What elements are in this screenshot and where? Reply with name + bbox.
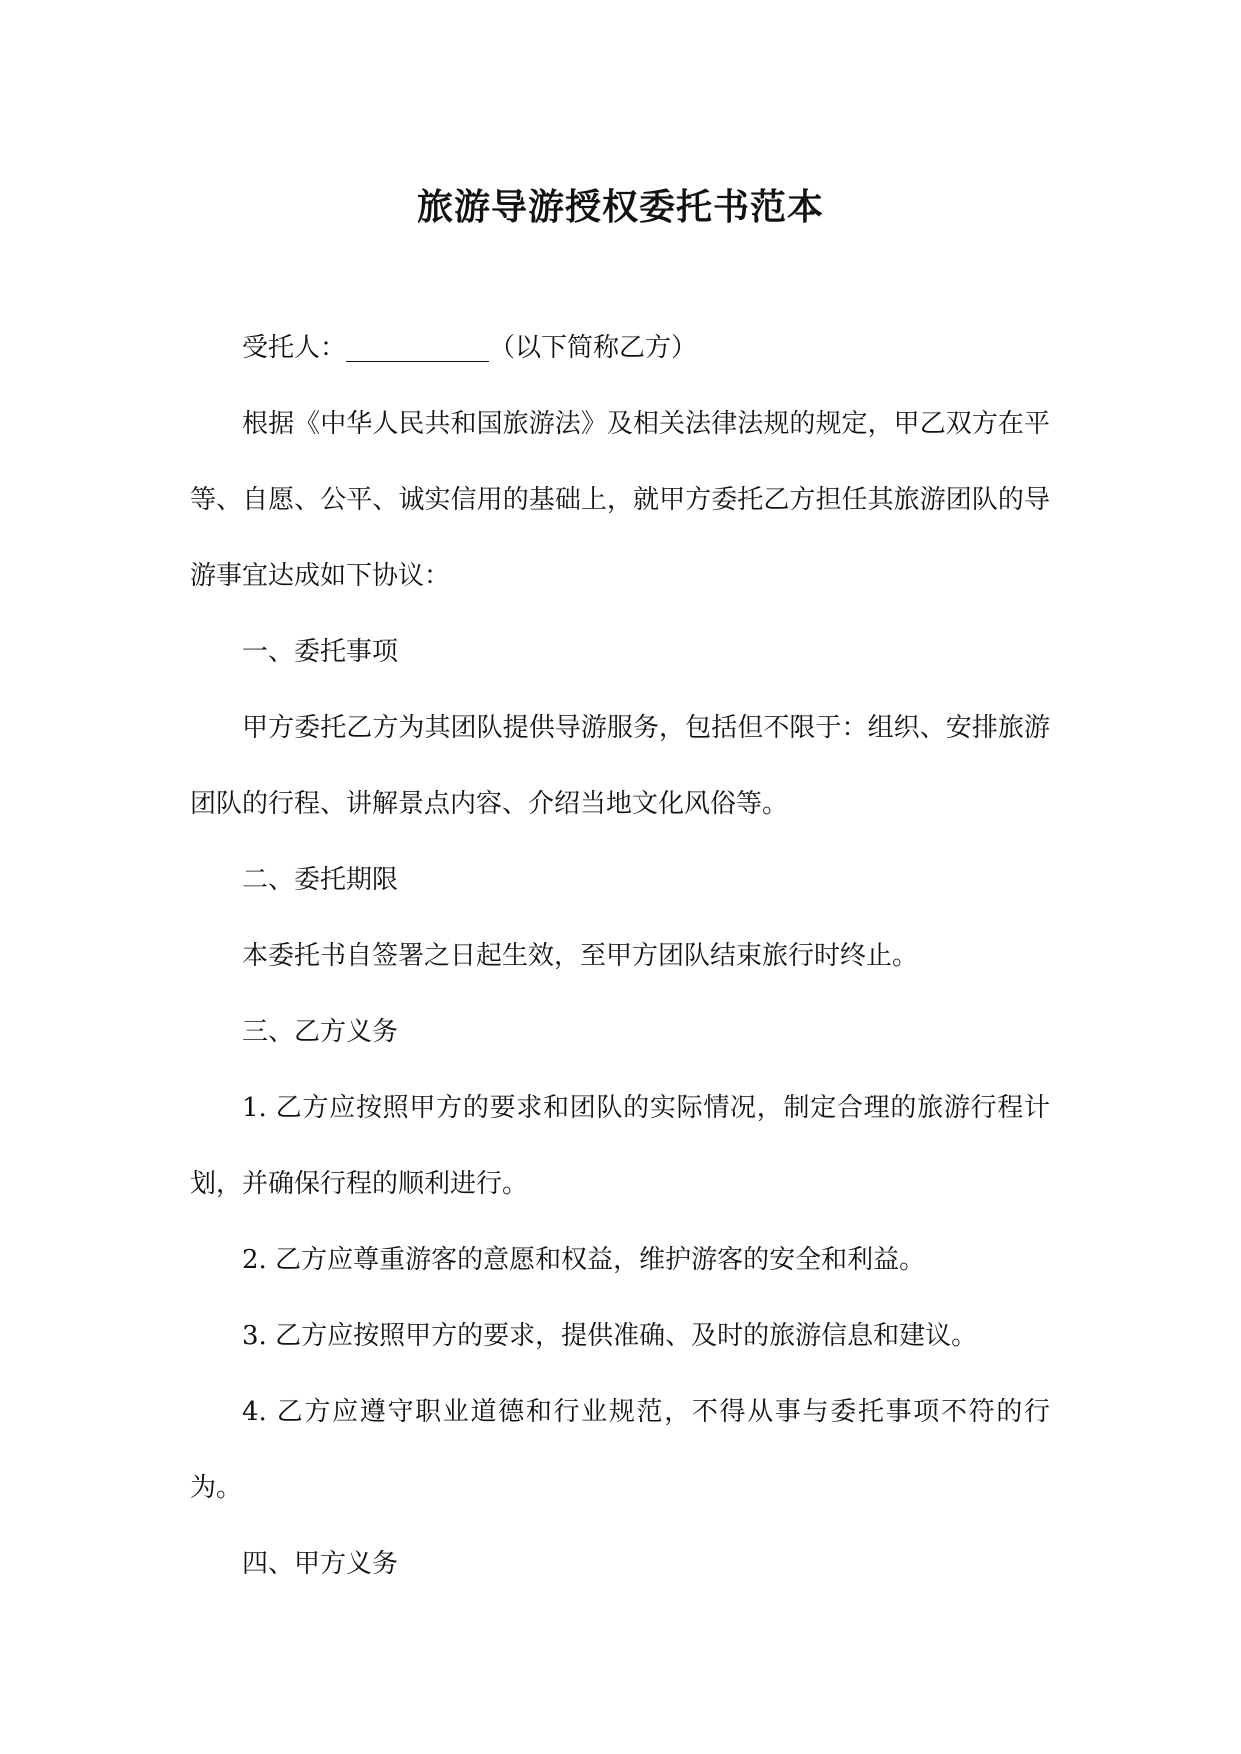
section-heading-2: 二、委托期限	[242, 865, 399, 895]
paragraph-section-2: 本委托书自签署之日起生效，至甲方团队结束旅行时终止。	[242, 941, 919, 971]
paragraph-section-1: 甲方委托乙方为其团队提供导游服务，包括但不限于：组织、安排旅游团队的行程、讲解景点内容、介绍当地文化风俗等。	[190, 713, 1050, 819]
section-heading-3: 三、乙方义务	[242, 1017, 399, 1047]
paragraph-trustee: 受托人：___________（以下简称乙方）	[242, 333, 698, 363]
paragraph-preamble: 根据《中华人民共和国旅游法》及相关法律法规的规定，甲乙双方在平等、自愿、公平、诚实信用的基础上，就甲方委托乙方担任其旅游团队的导游事宜达成如下协议：	[190, 409, 1050, 591]
list-item-2: 2. 乙方应尊重游客的意愿和权益，维护游客的安全和利益。	[242, 1245, 926, 1275]
list-item-3: 3. 乙方应按照甲方的要求，提供准确、及时的旅游信息和建议。	[242, 1321, 978, 1351]
section-heading-1: 一、委托事项	[242, 637, 399, 667]
list-item-4: 4. 乙方应遵守职业道德和行业规范，不得从事与委托事项不符的行为。	[190, 1397, 1050, 1503]
document-title: 旅游导游授权委托书范本	[416, 186, 824, 228]
list-item-1: 1. 乙方应按照甲方的要求和团队的实际情况，制定合理的旅游行程计划，并确保行程的顺利进行。	[190, 1093, 1050, 1199]
section-heading-4: 四、甲方义务	[242, 1549, 399, 1579]
document-body	[190, 310, 1050, 1602]
